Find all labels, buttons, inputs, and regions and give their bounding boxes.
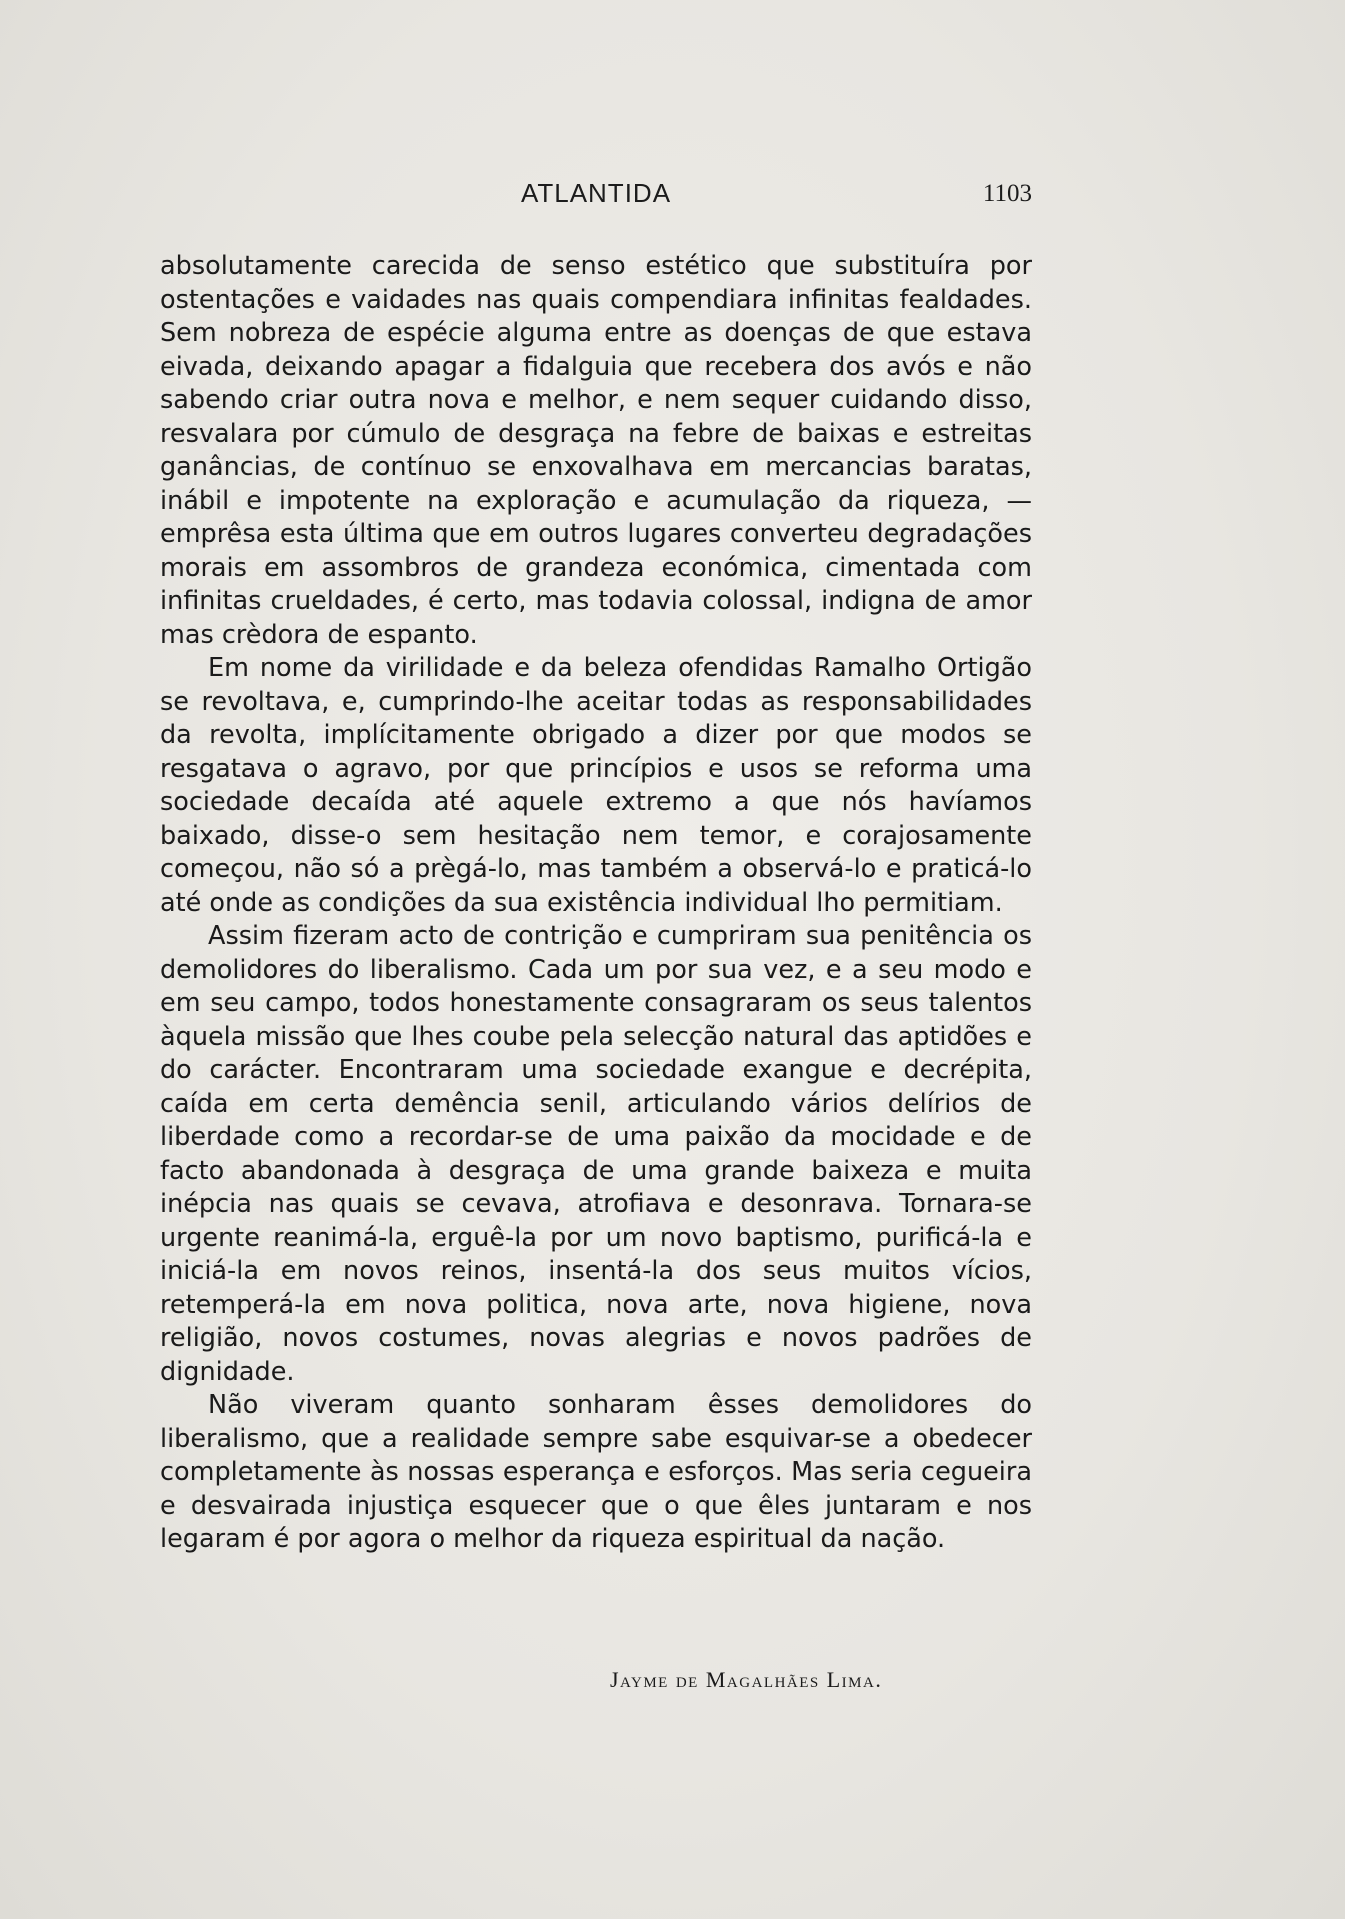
body-text (160, 250, 1032, 1557)
author-signature: Jayme de Magalhães Lima. (610, 1667, 883, 1692)
paragraph: Em nome da virilidade e da beleza ofendidas Ramalho Ortigão se revoltava, e, cumprindo-lhe aceitar todas as responsabilidades da revolta, implícitamente obrigado a dizer por que modos se resgatava o agravo, por que princípios e usos se reforma uma sociedade decaída até aquele extremo a que nós havíamos baixado, disse-o sem hesitação nem temor, e corajosamente começou, não só a prègá-lo, mas também a observá-lo e praticá-lo até onde as condições da sua existência individual lho permitiam. (160, 653, 1032, 918)
running-title: ATLANTIDA (520, 178, 672, 208)
paragraph: absolutamente carecida de senso estético que substituíra por ostentações e vaidades nas quais compendiara infinitas fealdades. Sem nobreza de espécie alguma entre as doenças de que estava eivada, deixando apagar a fidalguia que recebera dos avós e não sabendo criar outra nova e melhor, e nem sequer cuidando disso, resvalara por cúmulo de desgraça na febre de baixas e estreitas ganâncias, de contínuo se enxovalhava em mercancias baratas, inábil e impotente na exploração e acumulação da riqueza, — emprêsa esta última que em outros lugares converteu degradações morais em assombros de grandeza económica, cimentada com infinitas crueldades, é certo, mas todavia colossal, indigna de amor mas crèdora de espanto. (160, 251, 1032, 650)
page-header (160, 178, 1032, 218)
paragraph: Não viveram quanto sonharam êsses demolidores do liberalismo, que a realidade sempre sabe esquivar-se a obedecer completamente às nossas esperança e esforços. Mas seria cegueira e desvairada injustiça esquecer que o que êles juntaram e nos legaram é por agora o melhor da riqueza espiritual da nação. (160, 1390, 1032, 1554)
page-number: 1103 (982, 180, 1032, 207)
paragraph: Assim fizeram acto de contrição e cumpriram sua penitência os demolidores do liberalismo. Cada um por sua vez, e a seu modo e em seu campo, todos honestamente consagraram os seus talentos àquela missão que lhes coube pela selecção natural das aptidões e do carácter. Encontraram uma sociedade exangue e decrépita, caída em certa demência senil, articulando vários delírios de liberdade como a recordar-se de uma paixão da mocidade e de facto abandonada à desgraça de uma grande baixeza e muita inépcia nas quais se cevava, atrofiava e desonrava. Tornara-se urgente reanimá-la, erguê-la por um novo baptismo, purificá-la e iniciá-la em novos reinos, insentá-la dos seus muitos vícios, retemperá-la em nova politica, nova arte, nova higiene, nova religião, novos costumes, novas alegrias e novos padrões de dignidade. (160, 921, 1032, 1387)
